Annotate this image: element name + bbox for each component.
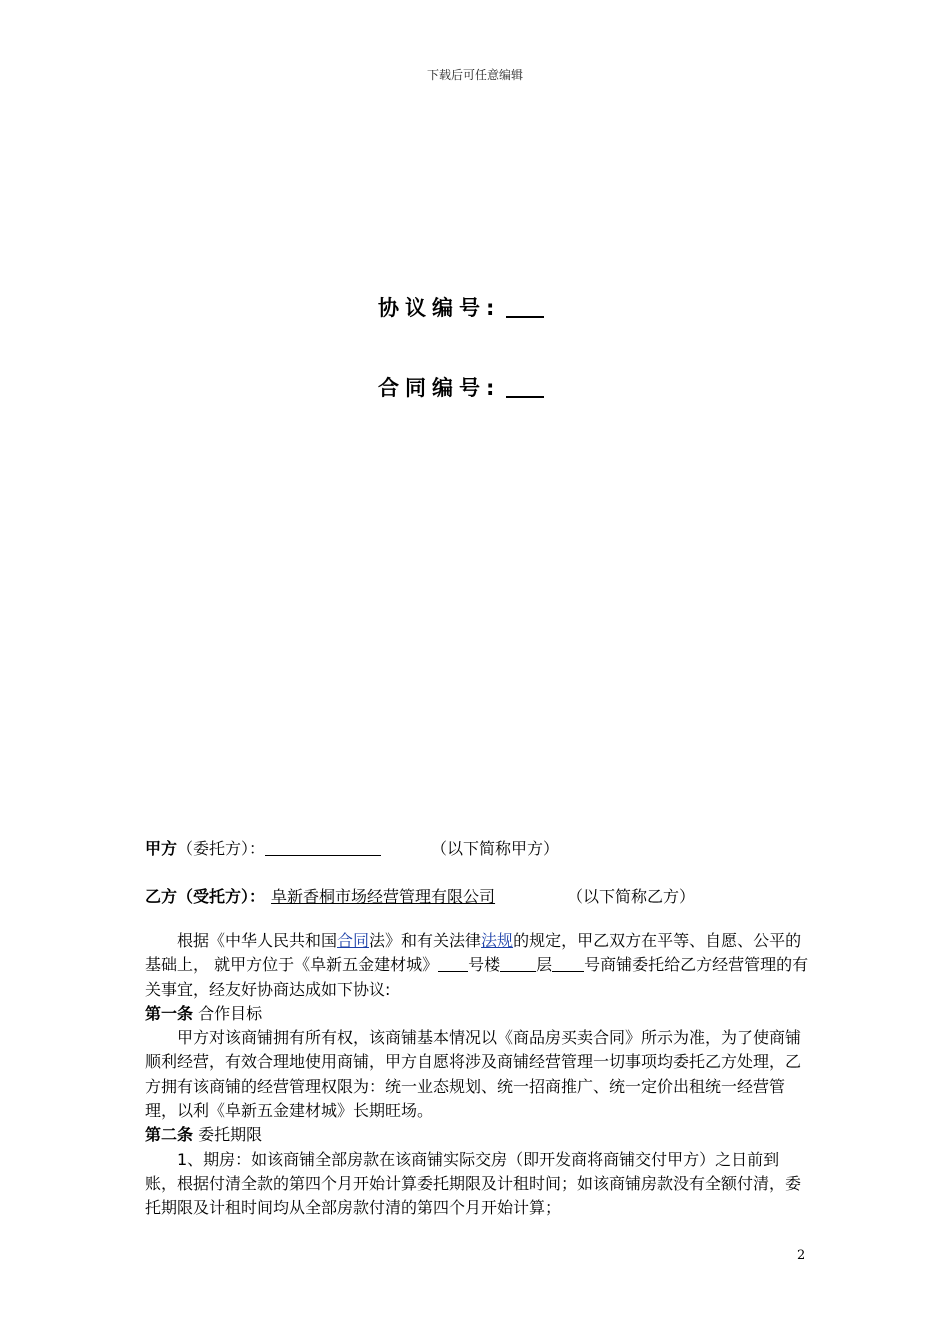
preamble-text-1: 根据《中华人民共和国 bbox=[177, 931, 338, 950]
page-number: 2 bbox=[797, 1248, 806, 1263]
party-b-name: 乙方 bbox=[145, 887, 178, 906]
article-1-heading bbox=[145, 1002, 811, 1026]
floor-blank bbox=[500, 955, 536, 972]
preamble-text-2: 法》和有关法律 bbox=[369, 931, 482, 950]
article-1-subtitle: 合作目标 bbox=[193, 1003, 263, 1023]
party-a-role: （委托方）： bbox=[177, 839, 266, 858]
preamble-text-6: 号商铺委托给乙方经营管理的有关事宜，经友好协商达成如下协议: bbox=[145, 955, 809, 999]
article-1-text: 甲方对该商铺拥有所有权，该商铺基本情况以《商品房买卖合同》所示为准，为了使商铺顺利经营，有效合理地使用商铺，甲方自愿将涉及商铺经营管理一切事项均委托乙方处理，乙方拥有该商铺的经营管理权限为：统一业态规划、统一招商推广、统一定价出租统一经营管理，以利《阜新五金建材城》长期旺场。 bbox=[145, 1028, 802, 1121]
agreement-number bbox=[378, 292, 544, 322]
shop-number-blank bbox=[552, 955, 584, 972]
article-1-title: 第一条 bbox=[145, 1003, 194, 1023]
party-a-line bbox=[145, 836, 560, 859]
article-2-title: 第二条 bbox=[145, 1125, 194, 1145]
party-a-note: （以下简称甲方） bbox=[431, 839, 560, 858]
preamble-paragraph bbox=[145, 929, 811, 1002]
party-b-note: （以下简称乙方） bbox=[567, 887, 696, 906]
article-2-text: 1、期房：如该商铺全部房款在该商铺实际交房（即开发商将商铺交付甲方）之日前到账，根据付清全款的第四个月开始计算委托期限及计租时间；如该商铺房款没有全额付清，委托期限及计租时间均从全部房款付清的第四个月开始计算； bbox=[145, 1149, 802, 1218]
agreement-number-label: 协议编号: bbox=[378, 296, 501, 320]
agreement-number-blank bbox=[506, 296, 544, 318]
party-b-line bbox=[145, 884, 696, 907]
party-a-blank bbox=[265, 839, 381, 856]
article-2-heading bbox=[145, 1123, 811, 1147]
party-b-role: （受托方）： bbox=[177, 887, 266, 906]
contract-law-link[interactable]: 合同 bbox=[337, 931, 370, 950]
contract-number-label: 合同编号: bbox=[378, 376, 501, 400]
contract-body bbox=[145, 929, 811, 1221]
preamble-text-4: 号楼 bbox=[468, 955, 501, 975]
contract-number bbox=[378, 372, 544, 402]
regulations-link[interactable]: 法规 bbox=[481, 931, 514, 950]
building-blank bbox=[438, 955, 468, 972]
party-b-company: 阜新香桐市场经营管理有限公司 bbox=[271, 887, 496, 906]
party-a-name: 甲方 bbox=[145, 839, 178, 858]
article-2-subtitle: 委托期限 bbox=[193, 1125, 263, 1145]
preamble-text-5: 层 bbox=[536, 955, 553, 975]
header-note: 下载后可任意编辑 bbox=[426, 68, 523, 82]
preamble-text-3: 的规定，甲乙双方在平等、自愿、公平的基础上， 就甲方位于《阜新五金建材城》 bbox=[145, 931, 802, 975]
contract-number-blank bbox=[506, 376, 544, 398]
